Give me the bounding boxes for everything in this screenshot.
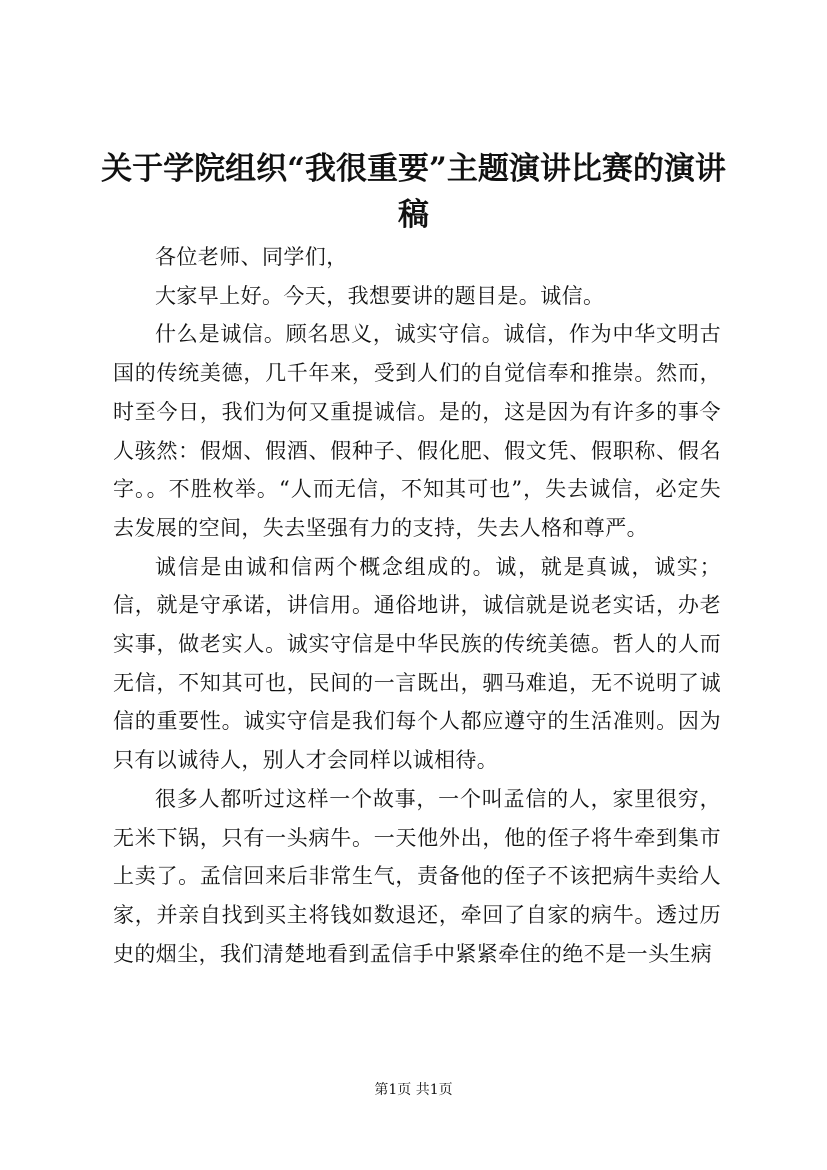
paragraph-opening: 大家早上好。今天，我想要讲的题目是。诚信。 xyxy=(155,283,605,308)
paragraph-story-mengxin: 很多人都听过这样一个故事，一个叫孟信的人，家里很穷，无米下锅，只有一头病牛。一天他外出，他的侄子将牛牵到集市上卖了。孟信回来后非常生气，责备他的侄子不该把病牛卖给人家，并亲自找到买主将钱如数退还，牵回了自家的病牛。透过历史的烟尘，我们清楚地看到孟信手中紧紧牵住的绝不是一头生病 xyxy=(113,786,721,966)
paragraph-greeting: 各位老师、同学们， xyxy=(155,245,348,269)
page-footer: 第1页 共1页 xyxy=(374,1082,453,1098)
document-body xyxy=(113,238,721,973)
document-title: 关于学院组织“我很重要”主题演讲比赛的演讲稿 xyxy=(101,151,726,233)
paragraph-what-is-integrity: 什么是诚信。顾名思义，诚实守信。诚信，作为中华文明古国的传统美德，几千年来，受到人们的自觉信奉和推崇。然而，时至今日，我们为何又重提诚信。是的，这是因为有许多的事令人骇然：假烟、假酒、假种子、假化肥、假文凭、假职称、假名字。。不胜枚举。“人而无信，不知其可也”，失去诚信，必定失去发展的空间，失去坚强有力的支持，失去人格和尊严。 xyxy=(113,322,721,540)
paragraph-meaning-of-integrity: 诚信是由诚和信两个概念组成的。诚，就是真诚，诚实；信，就是守承诺，讲信用。通俗地讲，诚信就是说老实话，办老实事，做老实人。诚实守信是中华民族的传统美德。哲人的人而无信，不知其可也，民间的一言既出，驷马难追，无不说明了诚信的重要性。诚实守信是我们每个人都应遵守的生活准则。因为只有以诚待人，别人才会同样以诚相待。 xyxy=(113,554,721,773)
